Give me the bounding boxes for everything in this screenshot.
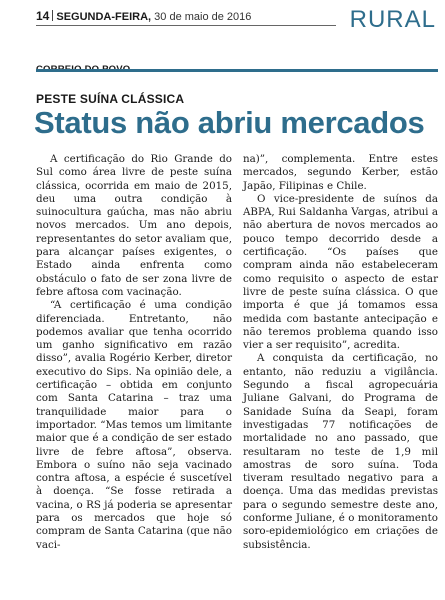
- article-paragraph: A certificação do Rio Grande do Sul como área livre de peste suína clássica, ocorrida em maio de 2015, deu uma outra condição à suinocultura gaúcha, mas não abriu novos mercados. Um ano depois, representantes do setor avaliam que, para alcançar países exigentes, o Estado ainda enfrenta como obstáculo o fato de ser zona livre de febre aftosa com vacinação.: [36, 153, 232, 298]
- dateline: [36, 9, 251, 23]
- article-paragraph: na)”, complementa. Entre estes mercados, segundo Kerber, estão Japão, Filipinas e Chile.: [243, 153, 438, 192]
- article-column-left: [36, 153, 232, 552]
- weekday: SEGUNDA-FEIRA,: [56, 11, 152, 23]
- masthead-divider: [36, 25, 336, 26]
- dateline-divider: [52, 10, 53, 21]
- section-title: RURAL: [349, 6, 436, 33]
- page-number: 14: [36, 9, 50, 23]
- article-column-right: [243, 153, 438, 552]
- article-kicker: PESTE SUÍNA CLÁSSICA: [36, 92, 185, 106]
- section-rule: [36, 69, 438, 72]
- date: 30 de maio de 2016: [154, 11, 252, 23]
- article-paragraph: O vice-presidente de suínos da ABPA, Rui Saldanha Vargas, atribui a não abertura de novos mercados ao pouco tempo decorrido desde a certificação. “Os países que compram ainda não estabeleceram como requisito o aspecto de estar livre de peste suína clássica. O que importa é que já tomamos essa medida com bastante antecipação e não teremos problema quando isso vier a ser requisito”, acredita.: [243, 192, 438, 352]
- article-paragraph: A conquista da certificação, no entanto, não reduziu a vigilância. Segundo a fiscal agropecuária Juliane Galvani, do Programa de Sanidade Suína da Seapi, foram investigadas 77 notificações de mortalidade no ano passado, que resultaram no teste de 1,9 mil amostras de soro suína. Toda tiveram resultado negativo para a doença. Uma das medidas previstas para o segundo semestre deste ano, conforme Juliane, é o monitoramento soro-epidemiológico em criações de subsistência.: [243, 352, 438, 551]
- masthead: [36, 8, 438, 48]
- article-paragraph: “A certificação é uma condição diferenciada. Entretanto, não podemos avaliar que tenha ocorrido um ganho significativo em razão disso”, avalia Rogério Kerber, diretor executivo do Sips. Na opinião dele, a certificação – obtida em conjunto com Santa Catarina – traz uma tranquilidade maior para o importador. “Mas temos um limitante maior que é a condição de ser estado livre de febre aftosa”, observa. Embora o suíno não seja vacinado contra aftosa, a espécie é suscetível à doença. “Se fosse retirada a vacina, o RS já poderia se apresentar para os mercados que hoje só compram de Santa Catarina (que não vaci-: [36, 299, 232, 551]
- article-headline: Status não abriu mercados: [34, 105, 425, 140]
